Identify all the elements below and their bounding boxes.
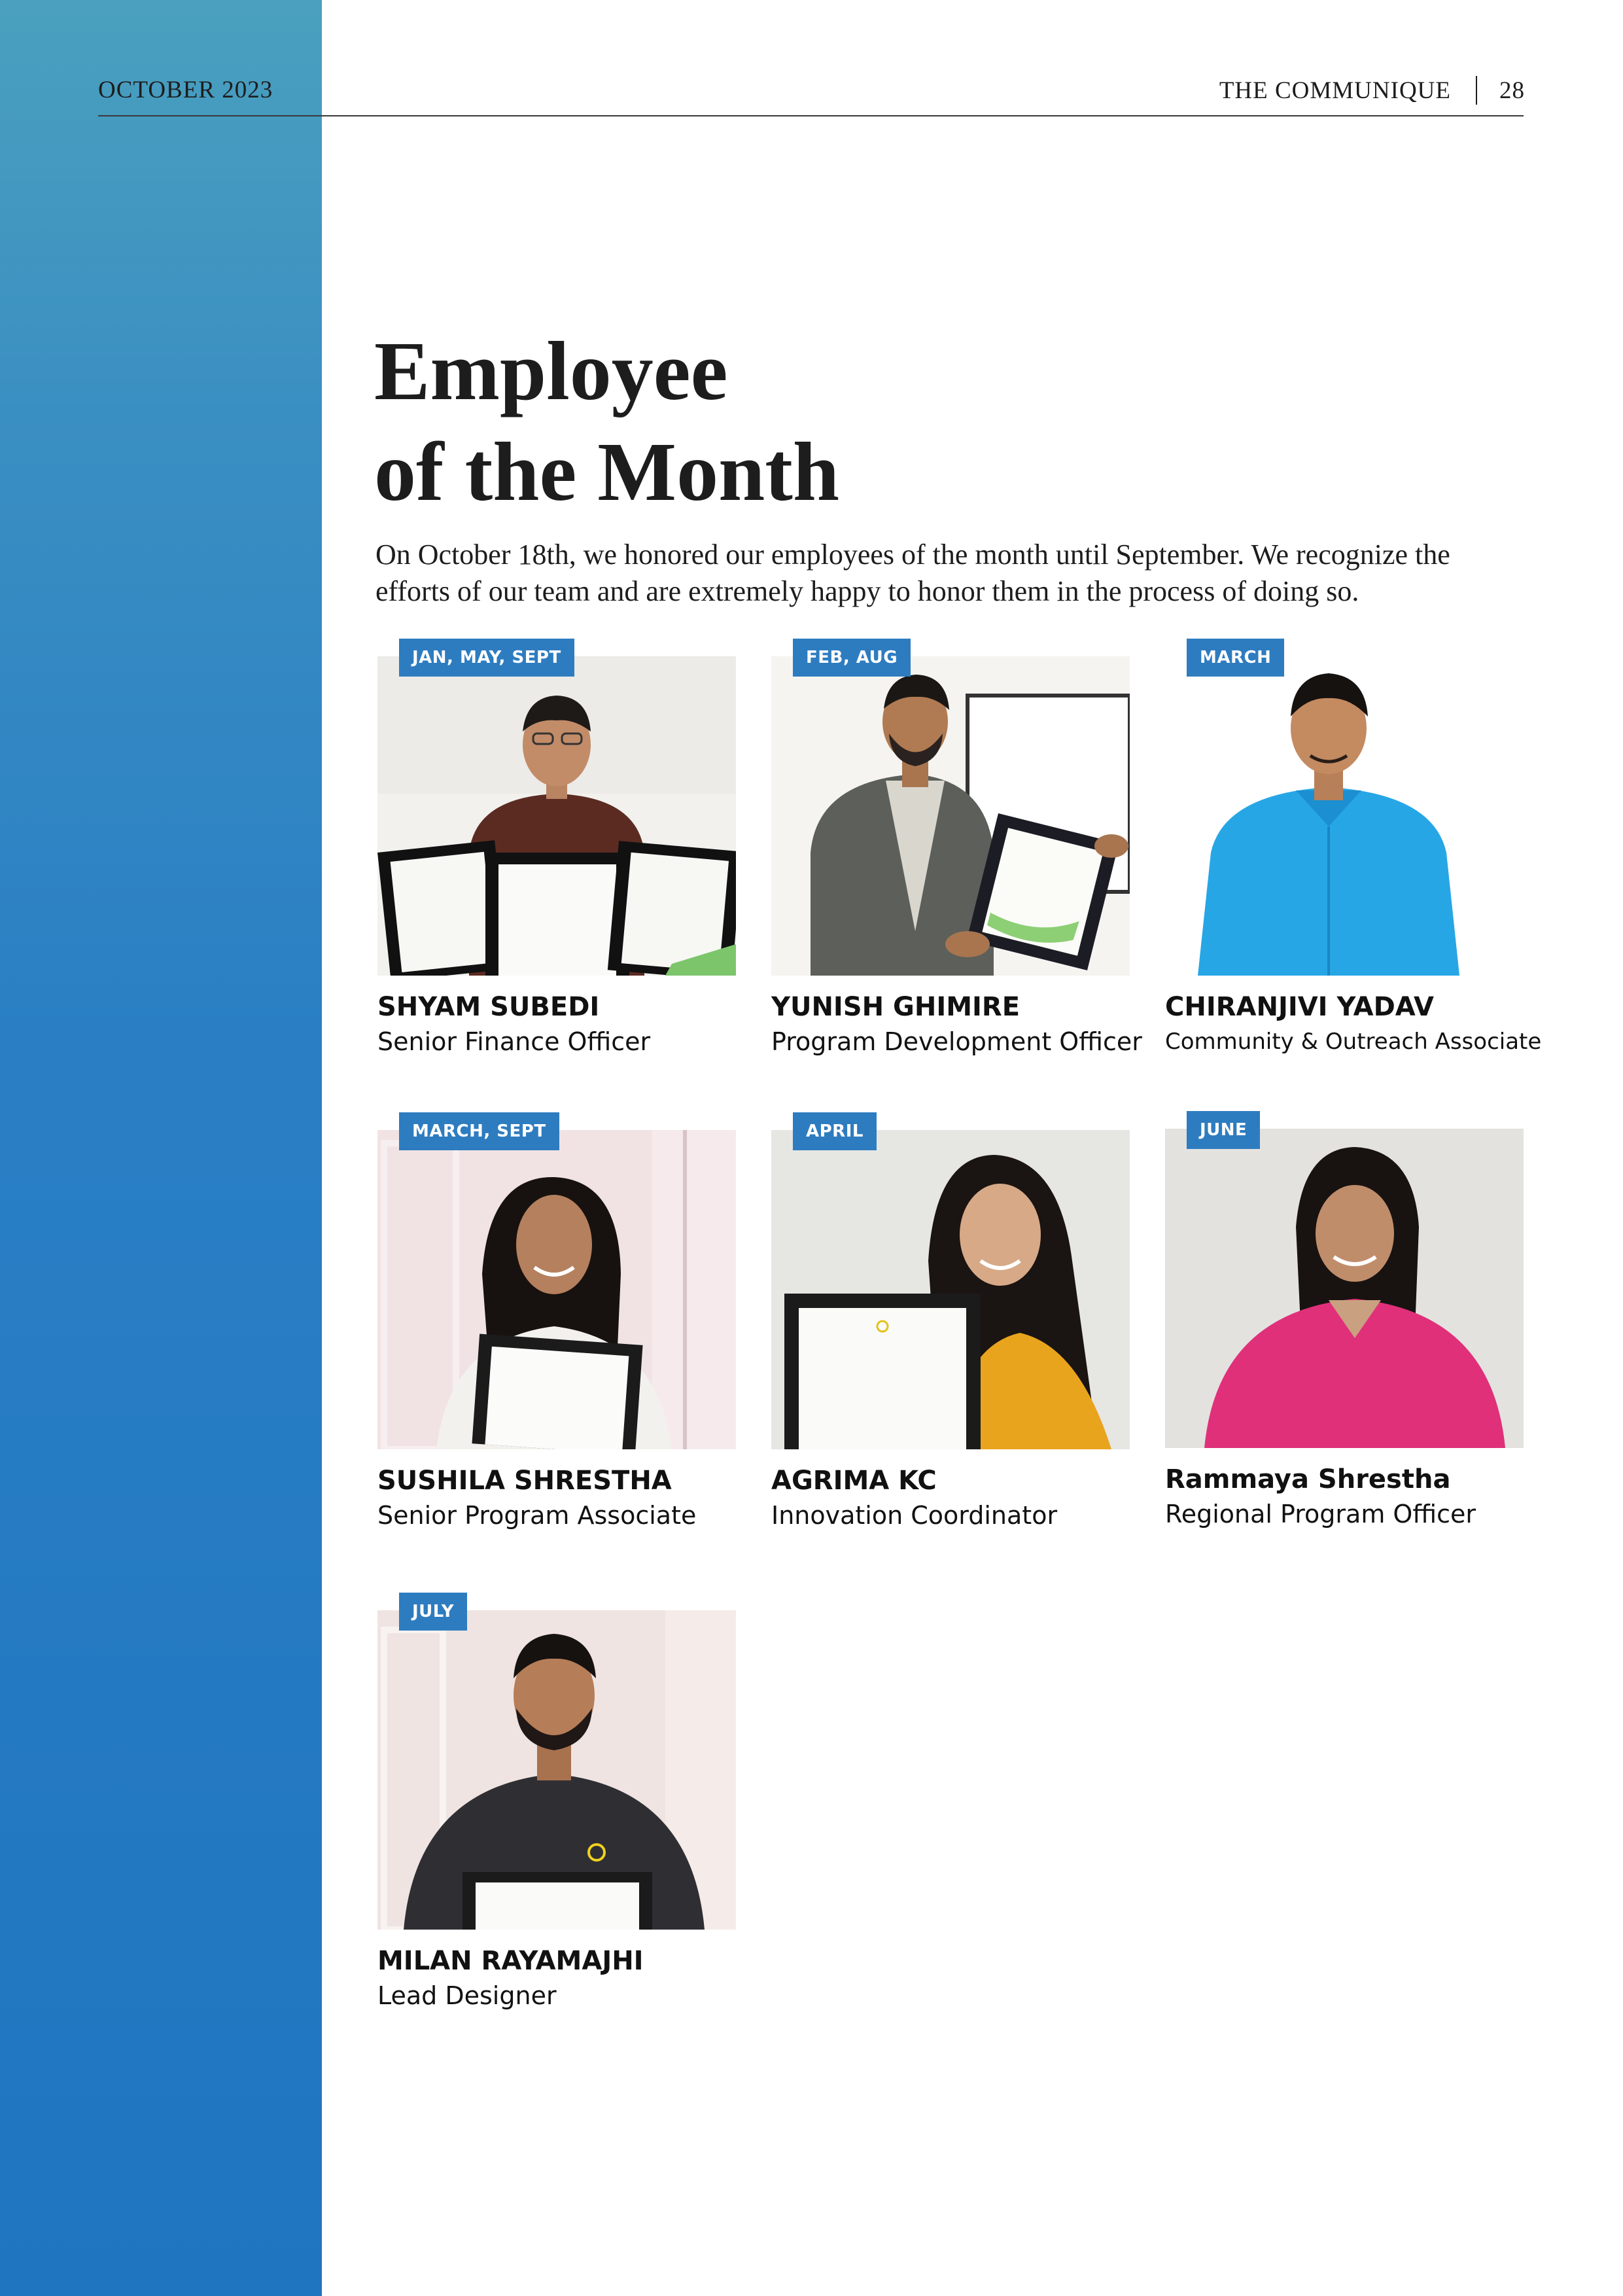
employee-role: Senior Finance Officer bbox=[377, 1027, 651, 1056]
employee-photo bbox=[1165, 1129, 1524, 1448]
month-badge: APRIL bbox=[793, 1112, 877, 1150]
employee-role: Senior Program Associate bbox=[377, 1501, 697, 1530]
publication-name: THE COMMUNIQUE bbox=[1219, 77, 1451, 104]
employee-role: Innovation Coordinator bbox=[771, 1501, 1058, 1530]
sidebar-color-band bbox=[0, 0, 322, 2296]
page-title-line-1: Employee bbox=[374, 325, 728, 417]
employee-name: AGRIMA KC bbox=[771, 1466, 937, 1496]
employee-photo bbox=[1165, 656, 1524, 976]
employee-photo bbox=[377, 1610, 736, 1930]
employee-name: Rammaya Shrestha bbox=[1165, 1464, 1451, 1494]
employee-name: YUNISH GHIMIRE bbox=[771, 992, 1021, 1022]
month-badge: JUNE bbox=[1187, 1111, 1260, 1149]
employee-photo bbox=[771, 1130, 1130, 1449]
employee-name: CHIRANJIVI YADAV bbox=[1165, 992, 1434, 1022]
employee-photo bbox=[377, 656, 736, 976]
employee-photo bbox=[377, 1130, 736, 1449]
employee-role: Regional Program Officer bbox=[1165, 1500, 1476, 1528]
page-title bbox=[374, 321, 839, 522]
employee-name: SHYAM SUBEDI bbox=[377, 992, 600, 1022]
employee-role: Program Development Officer bbox=[771, 1027, 1142, 1056]
header-rule bbox=[98, 115, 1524, 116]
page-title-line-2: of the Month bbox=[374, 425, 840, 518]
employee-role: Lead Designer bbox=[377, 1981, 557, 2010]
employee-name: SUSHILA SHRESTHA bbox=[377, 1466, 672, 1496]
employee-role: Community & Outreach Associate bbox=[1165, 1029, 1542, 1055]
intro-paragraph: On October 18th, we honored our employees of the month until September. We recognize the efforts of our team and are extremely happy to honor them in the process of doing so. bbox=[375, 539, 1450, 607]
month-badge: JULY bbox=[399, 1593, 467, 1631]
page-number: 28 bbox=[1499, 77, 1525, 104]
employee-name: MILAN RAYAMAJHI bbox=[377, 1946, 644, 1976]
month-badge: MARCH bbox=[1187, 639, 1284, 677]
month-badge: FEB, AUG bbox=[793, 639, 911, 677]
employee-photo bbox=[771, 656, 1130, 976]
header-divider bbox=[1476, 76, 1477, 105]
page-header bbox=[1219, 76, 1525, 105]
month-badge: MARCH, SEPT bbox=[399, 1112, 559, 1150]
month-badge: JAN, MAY, SEPT bbox=[399, 639, 574, 677]
issue-date: OCTOBER 2023 bbox=[98, 77, 273, 103]
